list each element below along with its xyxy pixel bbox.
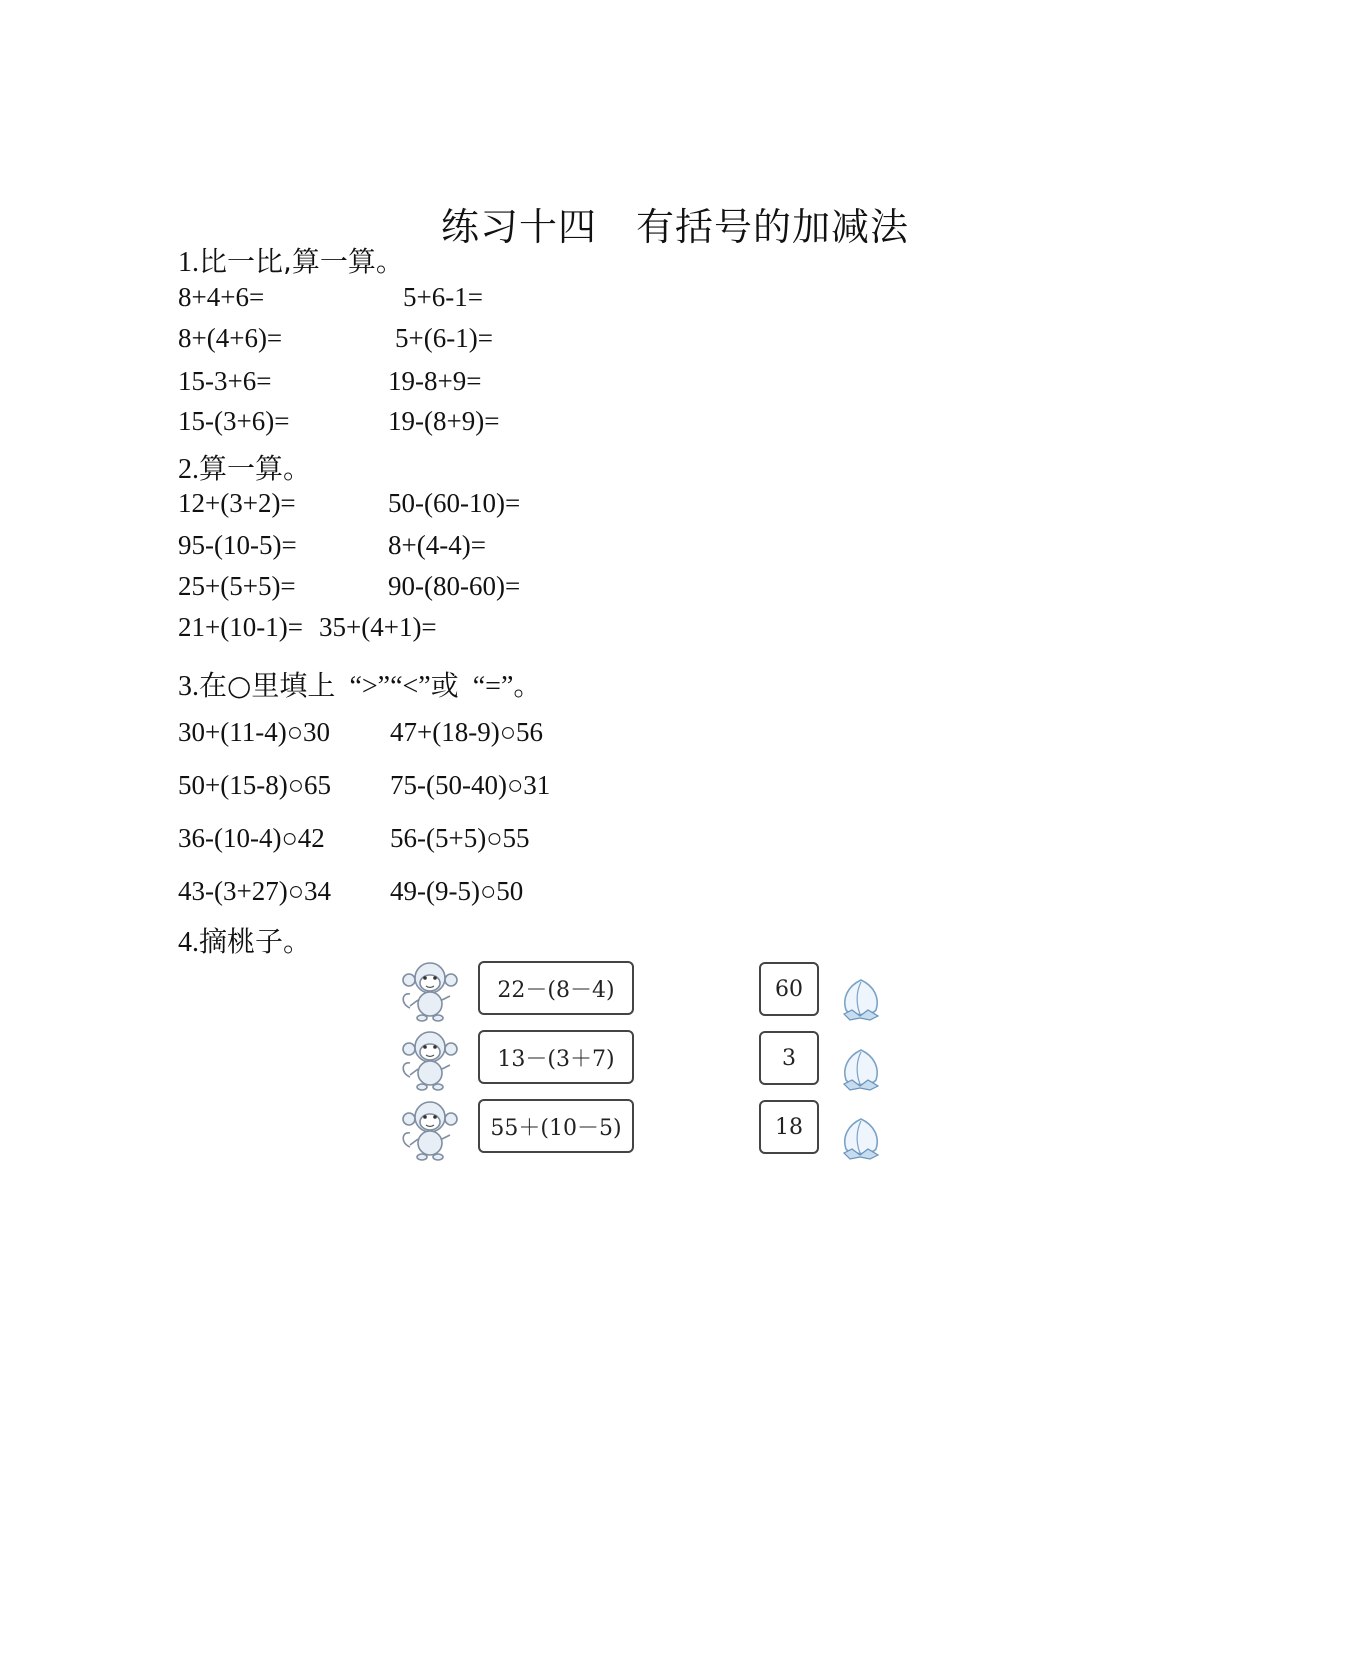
q4-heading-text: 摘桃子。 bbox=[199, 925, 312, 958]
q3-heading-symbols-a: “>”“<” bbox=[349, 671, 431, 702]
q2-number: 2. bbox=[178, 454, 199, 485]
q1-heading bbox=[178, 240, 404, 280]
q3-heading-text-c: 或 bbox=[430, 669, 459, 702]
q2-heading bbox=[178, 447, 311, 487]
answer-card: 60 bbox=[759, 962, 819, 1016]
q2-row2-left: 95-(10-5)= bbox=[178, 530, 297, 560]
q4-heading bbox=[178, 920, 311, 960]
q1-row4-right: 19-(8+9)= bbox=[388, 406, 500, 436]
q3-row4-right: 49-(9-5)○50 bbox=[390, 876, 524, 906]
q2-row3-left: 25+(5+5)= bbox=[178, 571, 296, 601]
q3-row2-left: 50+(15-8)○65 bbox=[178, 770, 332, 800]
monkey-icon bbox=[398, 1097, 462, 1161]
answer-card: 3 bbox=[759, 1031, 819, 1085]
q2-heading-text: 算一算。 bbox=[199, 452, 312, 485]
monkey-icon bbox=[398, 1027, 462, 1091]
q3-number: 3. bbox=[178, 671, 199, 702]
q3-heading-text-a: 在○里填上 bbox=[199, 669, 336, 702]
q1-row2-left: 8+(4+6)= bbox=[178, 323, 283, 353]
q3-heading-text-e: 。 bbox=[513, 669, 542, 702]
q1-row3-left: 15-3+6= bbox=[178, 366, 272, 396]
answer-card: 18 bbox=[759, 1100, 819, 1154]
peach-icon bbox=[838, 1046, 884, 1092]
q3-row3-right: 56-(5+5)○55 bbox=[390, 823, 530, 853]
q3-row1-right: 47+(18-9)○56 bbox=[390, 717, 544, 747]
q3-heading bbox=[178, 664, 541, 704]
q4-number: 4. bbox=[178, 927, 199, 958]
peach-icon bbox=[838, 976, 884, 1022]
q2-row1-left: 12+(3+2)= bbox=[178, 488, 296, 518]
q2-row2-right: 8+(4-4)= bbox=[388, 530, 486, 560]
monkey-icon bbox=[398, 958, 462, 1022]
q2-row1-right: 50-(60-10)= bbox=[388, 488, 521, 518]
q1-row3-right: 19-8+9= bbox=[388, 366, 482, 396]
peach-icon bbox=[838, 1115, 884, 1161]
expression-card: 13－(3＋7) bbox=[478, 1030, 634, 1084]
q1-row2-right: 5+(6-1)= bbox=[395, 323, 493, 353]
q1-row1-right: 5+6-1= bbox=[403, 282, 483, 312]
q1-row4-left: 15-(3+6)= bbox=[178, 406, 290, 436]
q2-row4-left: 21+(10-1)= bbox=[178, 612, 303, 642]
q3-heading-symbols-b: “=” bbox=[472, 671, 514, 702]
q1-heading-text: 比一比,算一算。 bbox=[199, 245, 404, 278]
q3-row4-left: 43-(3+27)○34 bbox=[178, 876, 332, 906]
q2-row4-right: 35+(4+1)= bbox=[319, 612, 437, 642]
expression-card: 22－(8－4) bbox=[478, 961, 634, 1015]
q3-row1-left: 30+(11-4)○30 bbox=[178, 717, 331, 747]
q1-row1-left: 8+4+6= bbox=[178, 282, 265, 312]
q3-row3-left: 36-(10-4)○42 bbox=[178, 823, 325, 853]
q3-row2-right: 75-(50-40)○31 bbox=[390, 770, 551, 800]
q2-row3-right: 90-(80-60)= bbox=[388, 571, 521, 601]
page-title: 练习十四 有括号的加减法 bbox=[440, 205, 909, 249]
q1-number: 1. bbox=[178, 247, 199, 278]
expression-card: 55＋(10－5) bbox=[478, 1099, 634, 1153]
